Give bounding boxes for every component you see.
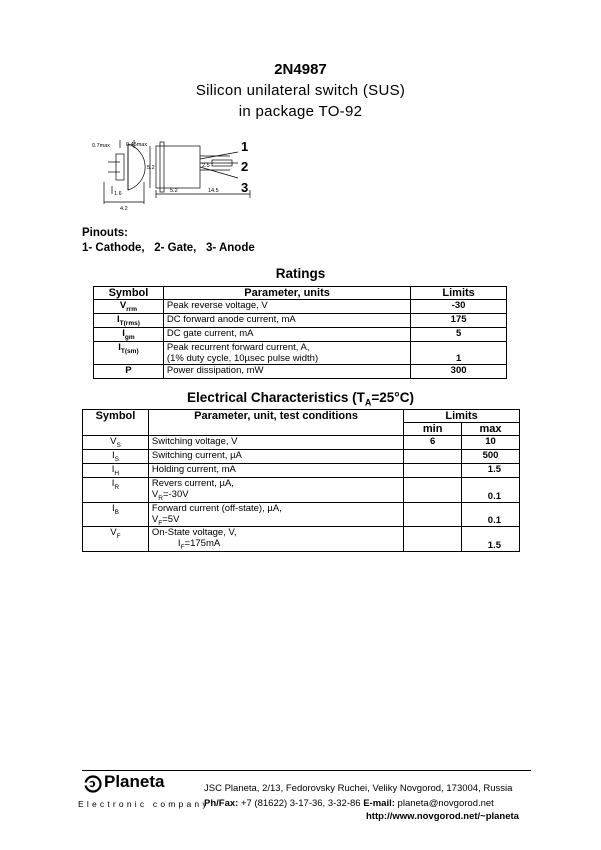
parameter-cell: On-State voltage, V, $I_F=175mA$: [148, 527, 403, 552]
min-cell: [404, 527, 462, 552]
ratings-header-limits: Limits: [411, 287, 507, 300]
table-row: [83, 477, 520, 502]
max-cell: 1.5: [462, 463, 520, 477]
ratings-header-row: [94, 287, 507, 300]
symbol-cell: $V_S$: [83, 436, 149, 450]
package-line: in package TO-92: [238, 103, 363, 120]
electrical-header-min: min: [404, 423, 462, 436]
symbol-cell: P: [94, 364, 164, 378]
dim-1-6: 1.6: [114, 191, 122, 197]
min-cell: [404, 463, 462, 477]
table-row: [94, 313, 507, 327]
min-cell: [404, 449, 462, 463]
symbol-cell: $I_R$: [83, 477, 149, 502]
max-cell: 1.5: [462, 527, 520, 552]
table-row: [83, 436, 520, 450]
parameter-cell: DC gate current, mA: [163, 327, 410, 341]
pinouts-text: 1- Cathode, 2- Gate, 3- Anode: [82, 242, 255, 254]
pin-label-3: 3: [241, 180, 249, 195]
package-side-view: [156, 146, 200, 188]
dim-5-2-height: 5.2: [147, 165, 155, 171]
electrical-table: [82, 409, 520, 552]
company-contacts: Ph/Fax: +7 (81622) 3-17-36, 3-32-86 E-mail: planeta@novgorod.net: [204, 798, 494, 809]
electrical-header-row: [83, 410, 520, 423]
symbol-cell: $I_S$: [83, 449, 149, 463]
max-cell: 0.1: [462, 502, 520, 527]
parameter-cell: Peak reverse voltage, V: [163, 300, 410, 314]
parameter-cell: Peak recurrent forward current, A, (1% duty cycle, 10µsec pulse width): [163, 341, 410, 364]
footer-divider: [82, 770, 531, 771]
parameter-cell: Revers current, µA, $V_R=-30V$: [148, 477, 403, 502]
electrical-header-limits: Limits: [404, 410, 520, 423]
symbol-cell: $I_B$: [83, 502, 149, 527]
max-cell: 0.1: [462, 477, 520, 502]
table-row: [94, 300, 507, 314]
table-row: [83, 449, 520, 463]
limit-cell: -30: [411, 300, 507, 314]
parameter-cell: Switching voltage, V: [148, 436, 403, 450]
pin-label-1: 1: [241, 139, 249, 154]
limit-cell: 5: [411, 327, 507, 341]
pin-label-2: 2: [241, 159, 249, 174]
min-cell: [404, 502, 462, 527]
max-cell: 500: [462, 449, 520, 463]
parameter-cell: Holding current, mA: [148, 463, 403, 477]
dim-4-2: 4.2: [120, 206, 128, 212]
table-row: [94, 327, 507, 341]
limit-cell: 175: [411, 313, 507, 327]
symbol-cell: $I_{T(sm)}$: [94, 341, 164, 364]
package-front-view: [126, 142, 148, 190]
ratings-header-parameter: Parameter, units: [163, 287, 410, 300]
symbol-cell: $I_{T(rms)}$: [94, 313, 164, 327]
package-drawing: [90, 132, 260, 214]
electrical-title: Electrical Characteristics $(T_A=25^\circ C)$: [187, 390, 414, 408]
symbol-cell: $I_{gm}$: [94, 327, 164, 341]
max-cell: 10: [462, 436, 520, 450]
email-link[interactable]: planeta@novgorod.net: [397, 798, 494, 809]
dim-2-5: 2.5: [202, 163, 210, 169]
min-cell: [404, 477, 462, 502]
symbol-cell: $V_{rrm}$: [94, 300, 164, 314]
device-description: Silicon unilateral switch (SUS): [195, 82, 406, 99]
electrical-header-max: max: [462, 423, 520, 436]
table-row: [83, 527, 520, 552]
brand-tagline: Electronic company: [78, 799, 210, 809]
limit-cell: 300: [411, 364, 507, 378]
dim-5-2-body: 5.2: [170, 188, 178, 194]
part-number: 2N4987: [274, 61, 327, 78]
ratings-header-symbol: Symbol: [94, 287, 164, 300]
ratings-title: Ratings: [275, 266, 326, 281]
parameter-cell: Power dissipation, mW: [163, 364, 410, 378]
dim-0-45max: 0.45max: [126, 142, 148, 148]
brand-name: Planeta: [104, 772, 165, 791]
ratings-table: [93, 286, 507, 379]
parameter-cell: Switching current, µA: [148, 449, 403, 463]
electrical-header-symbol: Symbol: [83, 410, 149, 436]
symbol-cell: $I_H$: [83, 463, 149, 477]
table-row: [94, 364, 507, 378]
table-row: [94, 341, 507, 364]
parameter-cell: Forward current (off-state), µA, $V_F=5V$: [148, 502, 403, 527]
symbol-cell: $V_F$: [83, 527, 149, 552]
dim-14-5: 14.5: [208, 188, 219, 194]
dim-0-7max: 0.7max: [92, 143, 111, 149]
electrical-header-parameter: Parameter, unit, test conditions: [148, 410, 403, 436]
parameter-cell: DC forward anode current, mA: [163, 313, 410, 327]
table-row: [83, 502, 520, 527]
company-address: JSC Planeta, 2/13, Fedorovsky Ruchei, Veliky Novgorod, 173004, Russia: [204, 783, 513, 794]
planeta-logo-icon: [84, 775, 102, 793]
pinouts-heading: Pinouts:: [82, 227, 128, 239]
min-cell: 6: [404, 436, 462, 450]
table-row: [83, 463, 520, 477]
limit-cell: 1: [411, 341, 507, 364]
website-link[interactable]: http://www.novgorod.net/~planeta: [366, 811, 519, 822]
